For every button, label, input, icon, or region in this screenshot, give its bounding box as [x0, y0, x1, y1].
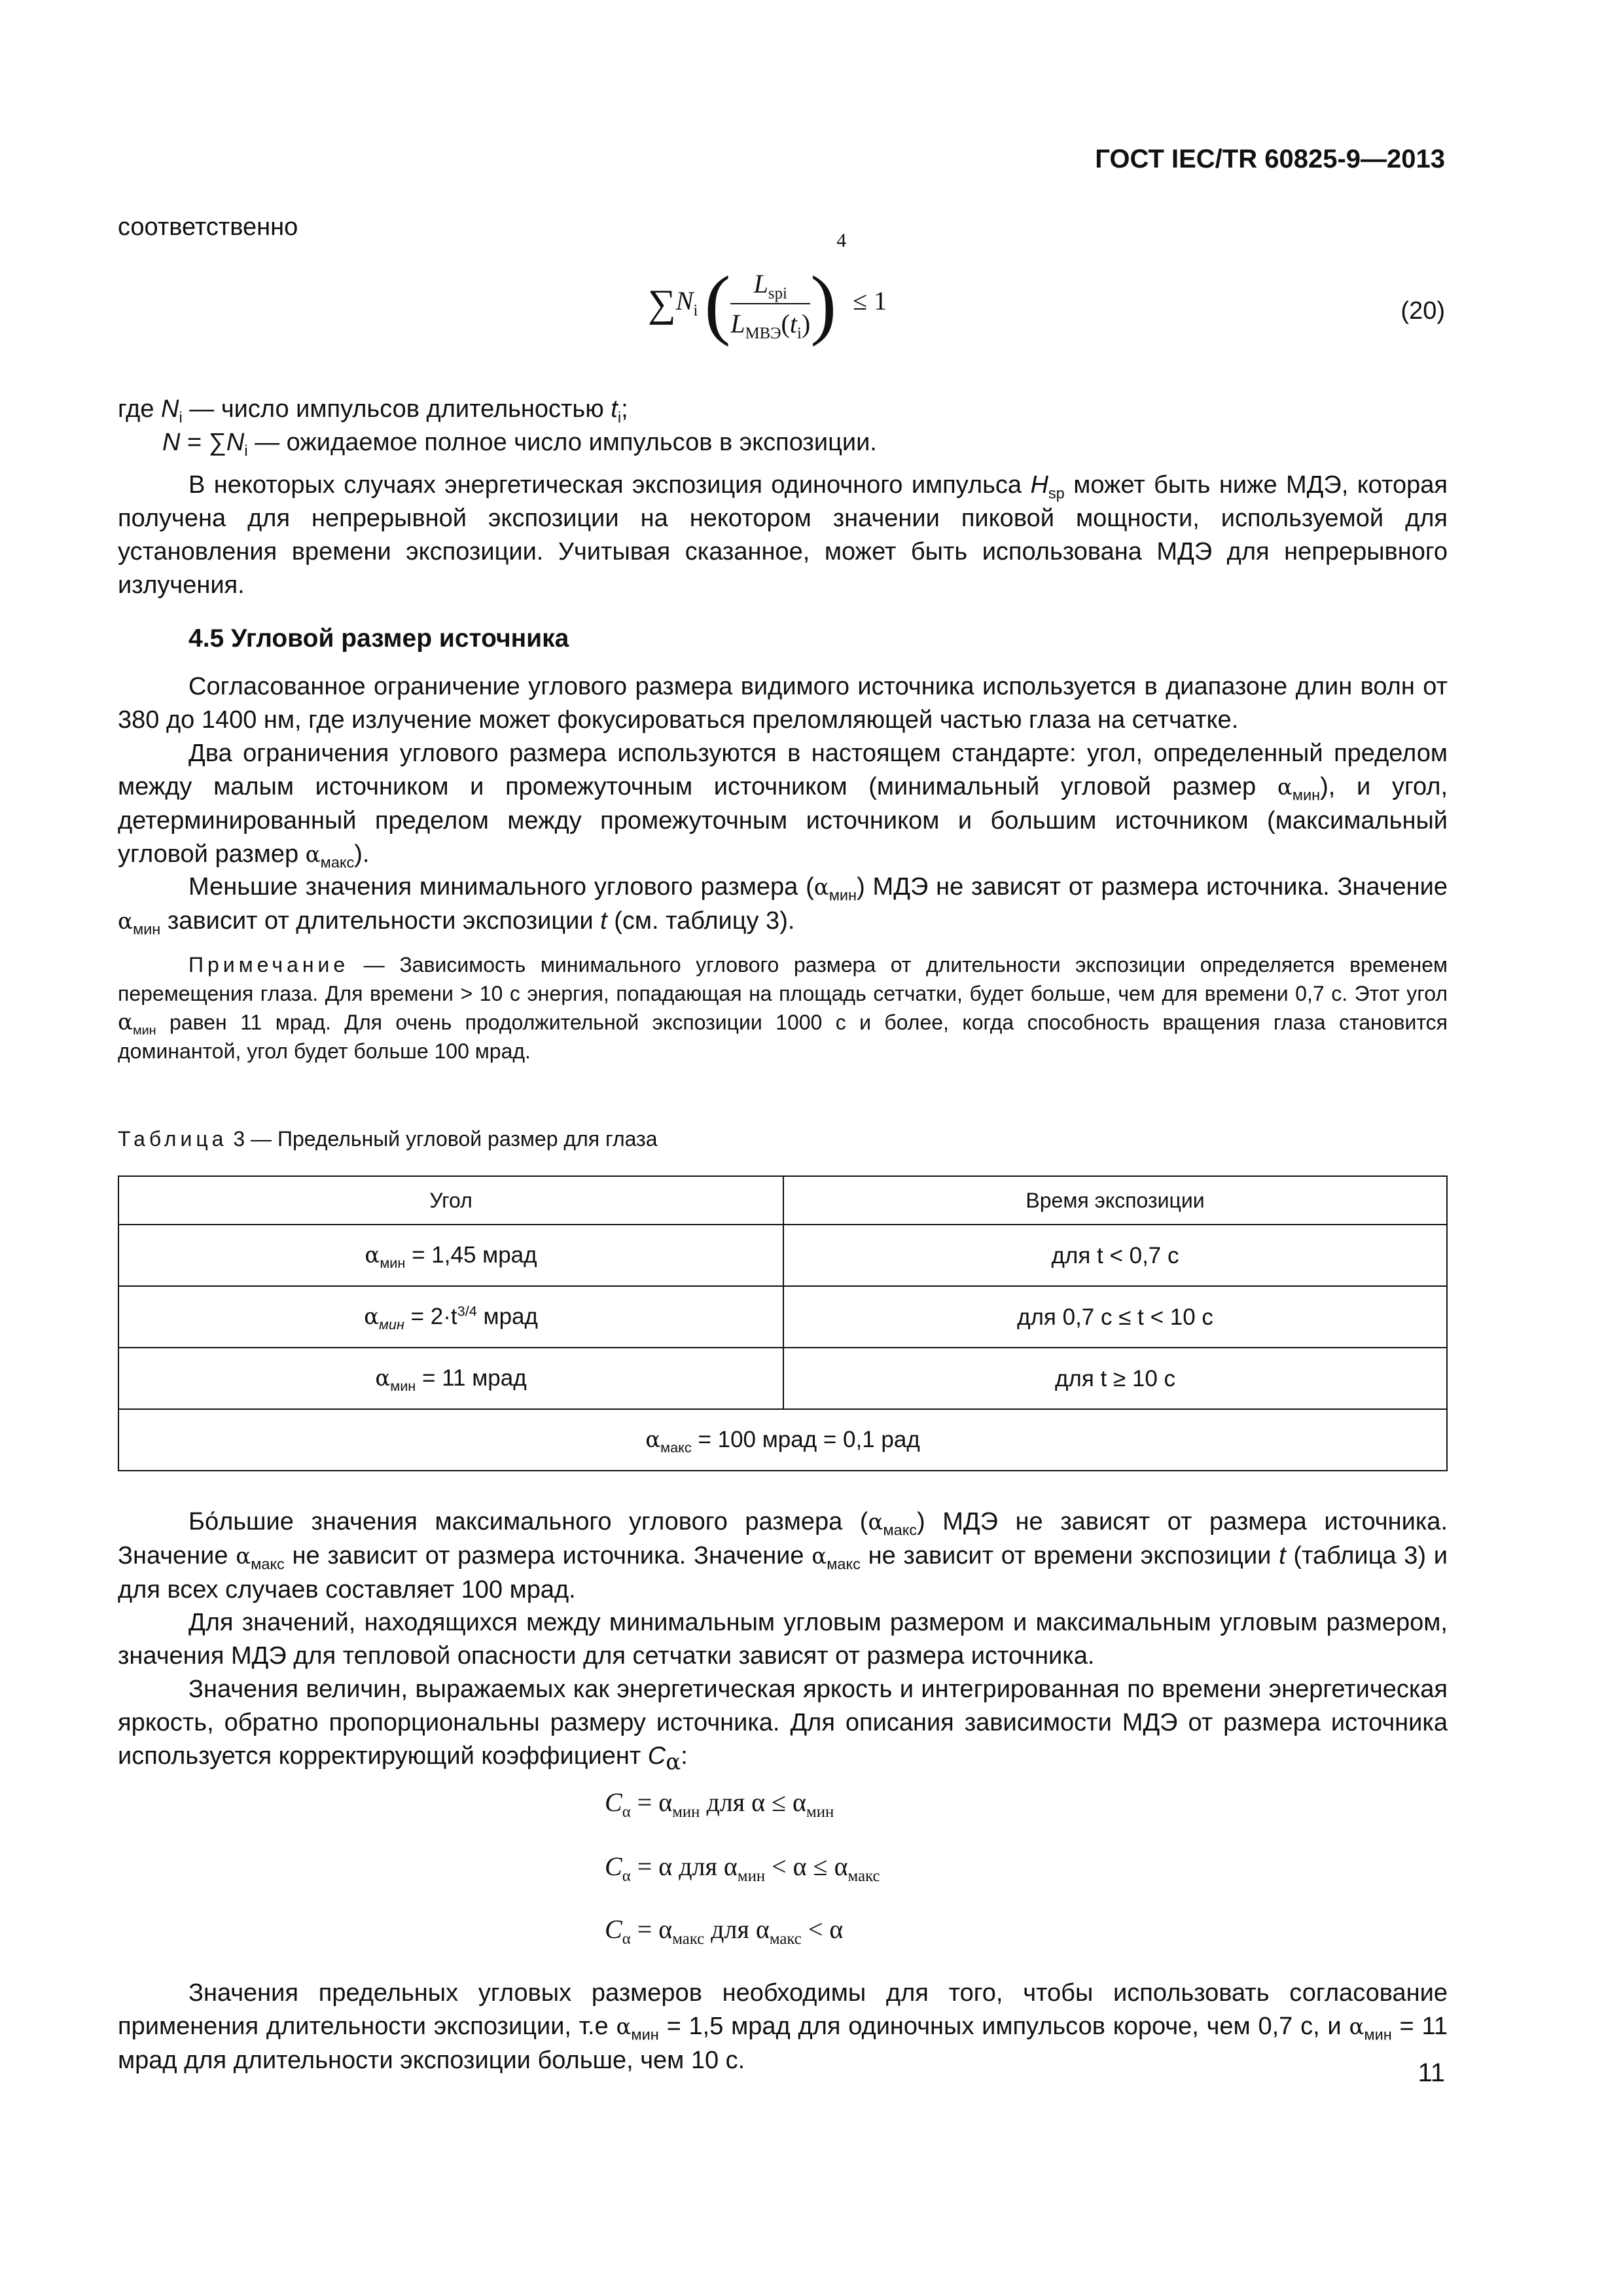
ca-formula-1: $C_\alpha = \alpha_{мин}$ для $\alpha \le \alpha_{мин}$	[605, 1787, 834, 1821]
angle-cell: $\alpha_{мин} = 2\cdot t^{3/4}$ мрад	[118, 1286, 783, 1348]
header-exposure-time: Время экспозиции	[783, 1176, 1447, 1225]
intro-text	[118, 211, 1448, 244]
paragraph-4: Меньшие значения минимального углового размера $(\alpha_{мин})$ МДЭ не зависят от размера источника. Значение $\alpha_{мин}$ зависит от длительности экспозиции t (см. таблицу 3).	[118, 873, 1448, 938]
right-paren: )	[810, 260, 837, 347]
table-header-row	[118, 1176, 1447, 1225]
table-row	[118, 1348, 1447, 1409]
paragraph-1: В некоторых случаях энергетическая экспозиция одиночного импульса $H_{sp}$ может быть ниже МДЭ, которая получена для непрерывной экспозиции на некотором значении пиковой мощности, используемой для установления времени экспозиции. Учитывая сказанное, может быть использована МДЭ для непрерывного излучения.	[118, 471, 1448, 599]
den-t: t	[789, 309, 797, 338]
note-block: Примечание — Зависимость минимального углового размера от длительности экспозиции определяется временем перемещения глаза. Для времени > 10 с энергия, попадающая на площадь сетчатки, будет больше, чем для времени 0,7 с. Этот угол $\alpha_{мин}$ равен 11 мрад. Для очень продолжительной экспозиции 1000 с и более, когда способность вращения глаза становится доминантой, угол будет больше 100 мрад.	[118, 953, 1448, 1063]
left-paren: (	[704, 260, 731, 347]
paragraph-3: Два ограничения углового размера используются в настоящем стандарте: угол, определенный пределом между малым источником и промежуточным источником (минимальный угловой размер $\alpha_{мин}$), и угол, детерминированный пределом между промежуточным источником и большим источником (максимальный угловой размер $\alpha_{макс}$).	[118, 740, 1448, 871]
den-l: L	[730, 309, 745, 338]
eq-denominator: $L_{МВЭ}(t_i)$	[730, 309, 811, 342]
eq-var-n: N	[675, 286, 694, 316]
equation-number: (20)	[1400, 297, 1445, 325]
den-sub: МВЭ	[745, 325, 781, 342]
intro-line: соответственно	[118, 213, 298, 241]
eq-numerator	[730, 267, 810, 304]
eq-relation: ≤ 1	[853, 286, 887, 316]
max-angle-cell: $\alpha_{макс} = 100$ мрад = 0,1 рад	[118, 1409, 1447, 1471]
table-row	[118, 1225, 1447, 1286]
ca-formula-2: $C_\alpha = \alpha$ для $\alpha_{мин} < \alpha \le \alpha_{макс}$	[605, 1852, 880, 1885]
angle-cell: $\alpha_{мин} = 1,45$ мрад	[118, 1225, 783, 1286]
paragraph-6: Для значений, находящихся между минимальным угловым размером и максимальным угловым размером, значения МДЭ для тепловой опасности для сетчатки зависят от размера источника.	[118, 1609, 1448, 1670]
eq-sub-i: i	[693, 302, 698, 320]
ca-formula-3: $C_\alpha = \alpha_{макс}$ для $\alpha_{макс} < \alpha$	[605, 1914, 844, 1948]
paragraph-5: Бо́льшие значения максимального углового размера $(\alpha_{макс})$ МДЭ не зависят от размера источника. Значение $\alpha_{макс}$ не зависит от размера источника. Значение $\alpha_{макс}$ не зависит от времени экспозиции t (таблица 3) и для всех случаев составляет 100 мрад.	[118, 1508, 1448, 1604]
time-cell: для t < 0,7 с	[783, 1225, 1447, 1286]
eq-exponent: 4	[836, 230, 847, 251]
time-cell: для 0,7 с ≤ t < 10 с	[783, 1286, 1447, 1348]
note-label: Примечание	[188, 953, 349, 977]
where-block	[118, 393, 1448, 459]
paragraph-7: Значения величин, выражаемых как энергетическая яркость и интегрированная по времени энергетическая яркость, обратно пропорциональны размеру источника. Для описания зависимости МДЭ от размера источника используется корректирующий коэффициент $C_\alpha$:	[118, 1676, 1448, 1776]
table-caption: Таблица 3 — Предельный угловой размер для глаза	[118, 1127, 658, 1151]
time-cell: для t ≥ 10 с	[783, 1348, 1447, 1409]
header-angle: Угол	[118, 1176, 783, 1225]
sum-sign: ∑	[648, 281, 676, 325]
table-row	[118, 1286, 1447, 1348]
paragraph-8: Значения предельных угловых размеров необходимы для того, чтобы использовать согласование применения длительности экспозиции, т.е $\alpha_{мин} = 1,5$ мрад для одиночных импульсов короче, чем 0,7 с, и $\alpha_{мин} = 11$ мрад для длительности экспозиции больше, чем 10 с.	[118, 1979, 1448, 2074]
where-line-1: где $N_i$ — число импульсов длительностью $t_i$;	[118, 395, 628, 426]
num-sub: spi	[768, 285, 787, 302]
angular-size-table	[118, 1175, 1448, 1471]
num-l: L	[753, 269, 768, 298]
eq-fraction	[730, 267, 810, 340]
table-row-max	[118, 1409, 1447, 1471]
equation-20	[648, 230, 887, 347]
paragraph-2: Согласованное ограничение углового размера видимого источника используется в диапазоне длин волн от 380 до 1400 нм, где излучение может фокусироваться преломляющей частью глаза на сетчатке.	[118, 673, 1448, 734]
section-heading: 4.5 Угловой размер источника	[188, 624, 569, 653]
document-code: ГОСТ IEC/TR 60825-9—2013	[1095, 145, 1445, 173]
angle-cell: $\alpha_{мин} = 11$ мрад	[118, 1348, 783, 1409]
where-line-2: $N = \sum N_i$ — ожидаемое полное число импульсов в экспозиции.	[162, 429, 877, 459]
page-number: 11	[1418, 2058, 1445, 2087]
den-t-sub: i	[797, 325, 802, 342]
